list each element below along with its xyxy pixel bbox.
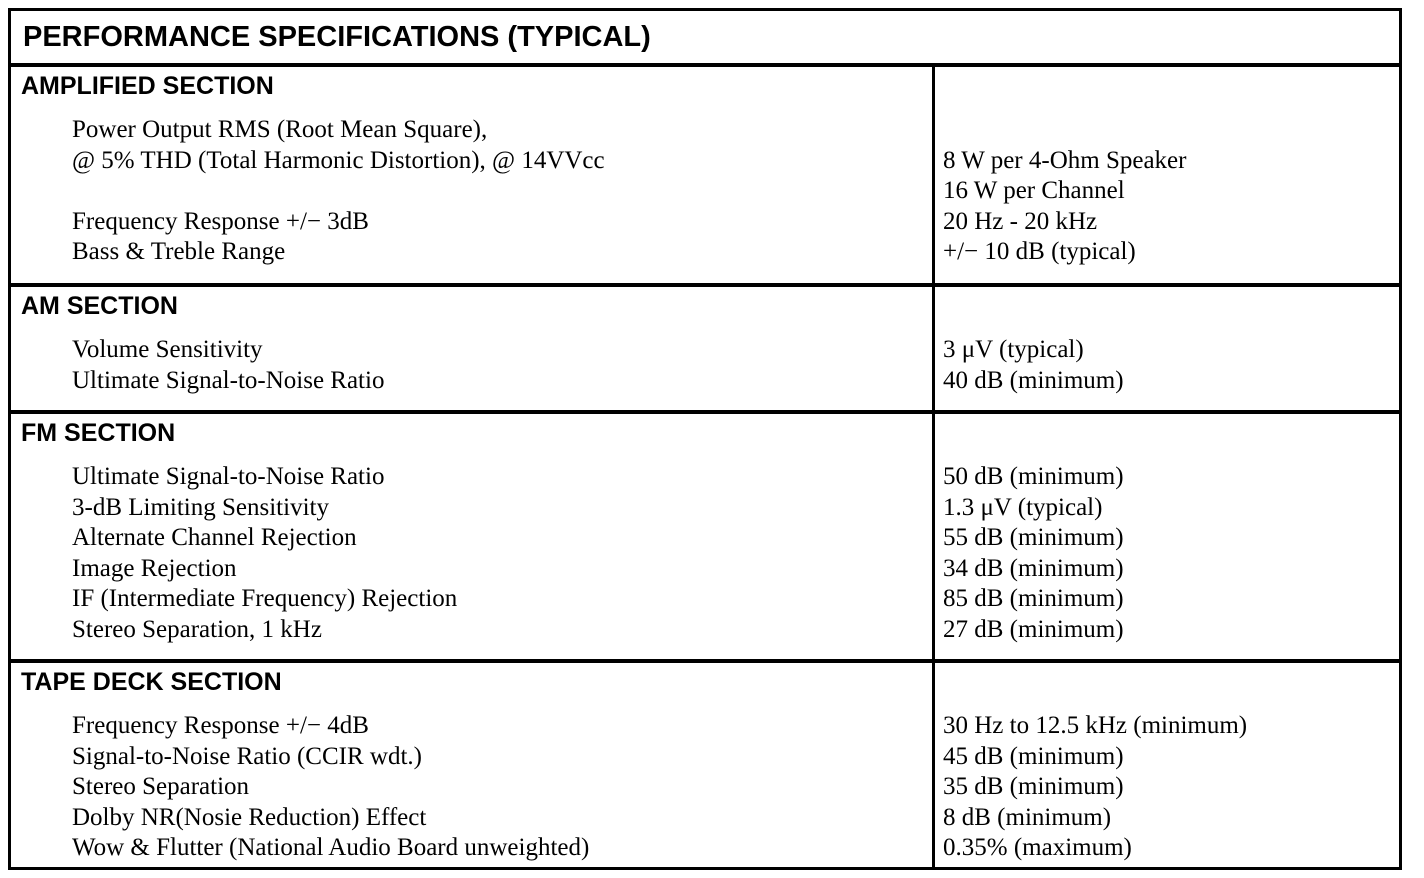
spec-value: 20 Hz - 20 kHz xyxy=(943,207,1098,235)
spec-value: 8 dB (minimum) xyxy=(943,803,1112,831)
spec-value: 3 μV (typical) xyxy=(943,336,1084,363)
label-column xyxy=(11,414,935,659)
section-heading: TAPE DECK SECTION xyxy=(21,668,282,696)
label-column xyxy=(11,67,935,283)
page-title: PERFORMANCE SPECIFICATIONS (TYPICAL) xyxy=(11,11,1399,67)
spec-label: Wow & Flutter (National Audio Board unweighted) xyxy=(72,834,590,861)
spec-label: Ultimate Signal-to-Noise Ratio xyxy=(72,366,385,394)
value-column xyxy=(935,414,1399,659)
spec-table xyxy=(8,8,1402,870)
spec-label: Signal-to-Noise Ratio (CCIR wdt.) xyxy=(72,742,422,770)
spec-value xyxy=(943,115,1399,146)
section-heading: FM SECTION xyxy=(21,419,176,447)
spec-value: 1.3 μV (typical) xyxy=(943,493,1103,521)
spec-label: Volume Sensitivity xyxy=(72,336,263,363)
spec-label: Image Rejection xyxy=(72,554,237,582)
spec-label: Frequency Response +/− 4dB xyxy=(72,712,369,739)
section-heading: AM SECTION xyxy=(21,292,178,320)
spec-label xyxy=(21,176,932,207)
spec-value: 35 dB (minimum) xyxy=(943,773,1124,800)
spec-value: 45 dB (minimum) xyxy=(943,742,1124,770)
spec-value: 50 dB (minimum) xyxy=(943,463,1124,490)
section-heading: AMPLIFIED SECTION xyxy=(21,72,274,100)
spec-label: @ 5% THD (Total Harmonic Distortion), @ 14VVcc xyxy=(72,146,605,174)
spec-value: +/− 10 dB (typical) xyxy=(943,238,1136,265)
spec-label: Ultimate Signal-to-Noise Ratio xyxy=(72,463,385,490)
spec-value: 16 W per Channel xyxy=(943,177,1125,204)
spec-value: 30 Hz to 12.5 kHz (minimum) xyxy=(943,712,1248,739)
label-column xyxy=(11,287,935,410)
spec-value: 27 dB (minimum) xyxy=(943,615,1124,643)
value-column xyxy=(935,287,1399,410)
spec-value: 8 W per 4-Ohm Speaker xyxy=(943,146,1187,174)
section-am xyxy=(11,283,1399,410)
label-column xyxy=(11,663,935,867)
spec-label: IF (Intermediate Frequency) Rejection xyxy=(72,585,458,612)
spec-label: Frequency Response +/− 3dB xyxy=(72,207,369,235)
spec-label: Stereo Separation xyxy=(72,773,250,800)
spec-label: Dolby NR(Nosie Reduction) Effect xyxy=(72,803,427,831)
spec-label: Stereo Separation, 1 kHz xyxy=(72,615,322,643)
spec-value: 40 dB (minimum) xyxy=(943,366,1124,394)
spec-value: 0.35% (maximum) xyxy=(943,834,1132,861)
section-fm xyxy=(11,410,1399,659)
spec-value: 85 dB (minimum) xyxy=(943,585,1124,612)
spec-value: 55 dB (minimum) xyxy=(943,524,1124,551)
spec-label: 3-dB Limiting Sensitivity xyxy=(72,493,329,521)
section-tape-deck xyxy=(11,659,1399,867)
section-amplified xyxy=(11,67,1399,283)
value-column xyxy=(935,663,1399,867)
spec-label: Power Output RMS (Root Mean Square), xyxy=(72,116,488,143)
spec-label: Alternate Channel Rejection xyxy=(72,524,357,551)
spec-label: Bass & Treble Range xyxy=(72,238,286,265)
spec-value: 34 dB (minimum) xyxy=(943,554,1124,582)
value-column xyxy=(935,67,1399,283)
